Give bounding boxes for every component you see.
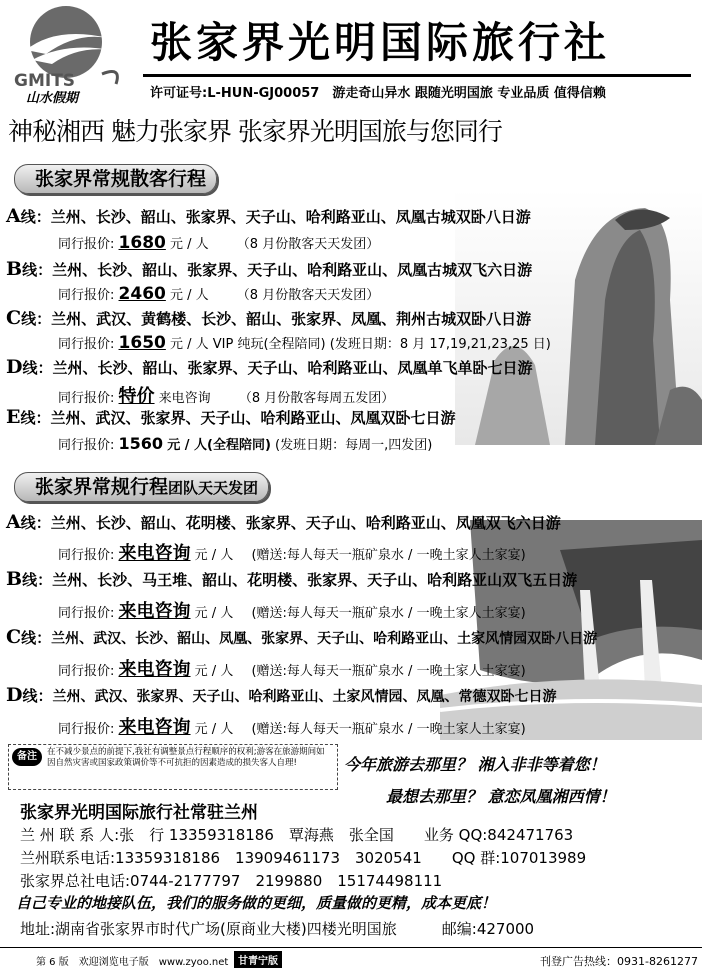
contact-line-2: 兰州联系电话:13359318186 13909461173 3020541 QQ 群:107013989 (20, 849, 587, 867)
note-badge: 备注 (12, 748, 42, 766)
route-text: 兰州、武汉、张家界、天子山、哈利路亚山、凤凰双卧七日游 (50, 409, 456, 427)
price-label: 同行报价: (58, 548, 115, 563)
price-s2-b (58, 597, 526, 623)
route-s1-c (6, 307, 531, 329)
price-unit: 来电咨询 (158, 391, 211, 406)
route-text: 兰州、长沙、马王堆、韶山、花明楼、张家界、天子山、哈利路亚山双飞五日游 (52, 571, 578, 589)
price-unit: 元 / 人 (194, 606, 234, 621)
price-s1-c (58, 333, 551, 353)
price-unit: 元 / 人 (194, 548, 234, 563)
gift-note: (赠送:每人每天一瓶矿泉水 / 一晚土家人土家宴) (251, 548, 526, 563)
route-text: 兰州、长沙、韶山、张家界、天子山、哈利路亚山、凤凰古城双卧八日游 (50, 208, 531, 226)
route-s1-d (6, 356, 533, 378)
price-value: 特价 (118, 386, 155, 407)
price-value: 来电咨询 (118, 601, 191, 622)
price-unit: 元 / 人 (194, 664, 234, 679)
price-note: （8 月份散客天天发团） (236, 237, 380, 252)
price-value: 来电咨询 (118, 659, 191, 680)
gmits-logo (6, 4, 132, 104)
page-title: 张家界光明国际旅行社 (150, 18, 611, 67)
price-value: 来电咨询 (118, 717, 191, 738)
price-s1-a (58, 233, 379, 253)
route-text: 兰州、武汉、长沙、韶山、凤凰、张家界、天子山、哈利路亚山、土家风情园双卧八日游 (51, 631, 598, 647)
gift-note: (赠送:每人每天一瓶矿泉水 / 一晚土家人土家宴) (251, 722, 526, 737)
price-label: 同行报价: (58, 722, 115, 737)
price-label: 同行报价: (58, 664, 115, 679)
footer-ad-hotline: 刊登广告热线：0931-8261277 (540, 955, 698, 968)
footer-edition-badge: 甘青宁版 (234, 951, 282, 968)
price-note: (发班日期：8 月 17,19,21,23,25 日) (329, 337, 551, 352)
route-s2-a (6, 511, 561, 533)
contact-line-1: 兰 州 联 系 人:张 行 13359318186 覃海燕 张全国 业务 QQ:842471763 (20, 826, 574, 844)
route-letter: E (6, 406, 21, 428)
price-s1-d (58, 382, 394, 408)
price-label: 同行报价: (58, 237, 115, 252)
slogan: 神秘湘西 魅力张家界 张家界光明国旅与您同行 (8, 117, 502, 146)
price-note: （8 月份散客每周五发团） (238, 391, 395, 406)
price-unit: 元 / 人(全程陪同) (167, 438, 271, 453)
price-s1-b (58, 284, 379, 304)
price-value: 来电咨询 (118, 543, 191, 564)
section1-banner (14, 164, 217, 194)
route-suffix: 线： (22, 571, 53, 589)
price-unit: 元 / 人 (170, 237, 209, 252)
route-s2-c (6, 626, 597, 648)
note-text: 在不减少景点的前提下,我社有调整景点行程顺序的权利;游客在旅游期间如因自然灾害或国家政策调价等不可抗拒的因素造成的损失客人自理! (47, 747, 325, 768)
route-letter: C (6, 626, 22, 648)
route-letter: B (6, 258, 23, 280)
route-suffix: 线： (22, 261, 53, 279)
route-letter: A (6, 511, 21, 533)
note-box (8, 744, 338, 790)
price-s2-d (58, 713, 526, 739)
gift-note: (赠送:每人每天一瓶矿泉水 / 一晚土家人土家宴) (251, 606, 526, 621)
price-label: 同行报价: (58, 438, 115, 453)
promo-line-2: 最想去那里？ 意恋凤凰湘西情！ (386, 787, 616, 806)
route-suffix: 线： (20, 409, 51, 427)
route-suffix: 线： (21, 629, 52, 647)
motto: 自己专业的地接队伍，我们的服务做的更细，质量做的更精，成本更底！ (16, 894, 497, 912)
route-s1-a (6, 205, 531, 227)
route-suffix: 线： (20, 208, 51, 226)
price-unit: 元 / 人 (194, 722, 234, 737)
contact-line-3: 张家界总社电话:0744-2177797 2199880 15174498111 (20, 872, 443, 890)
route-text: 兰州、武汉、张家界、天子山、哈利路亚山、土家风情园、凤凰、常德双卧七日游 (52, 689, 557, 705)
license-line: 许可证号:L-HUN-GJ00057 游走奇山异水 跟随光明国旅 专业品质 值得信赖 (150, 86, 606, 101)
route-letter: A (6, 205, 21, 227)
gift-note: (赠送:每人每天一瓶矿泉水 / 一晚土家人土家宴) (251, 664, 526, 679)
price-s2-c (58, 655, 526, 681)
route-suffix: 线： (21, 310, 52, 328)
route-suffix: 线： (22, 687, 53, 705)
price-value: 1650 (118, 333, 166, 353)
route-text: 兰州、长沙、韶山、张家界、天子山、哈利路亚山、凤凰古城双飞六日游 (52, 261, 533, 279)
price-value: 1680 (118, 233, 166, 253)
logo-text: GMITS (14, 71, 76, 91)
section2-subtitle: 团队天天发团 (168, 479, 259, 497)
route-letter: B (6, 568, 23, 590)
price-s2-a (58, 539, 526, 565)
section2-title: 张家界常规行程 (35, 476, 169, 498)
price-note: (发班日期：每周一,四发团) (275, 438, 433, 453)
price-value: 1560 (118, 434, 164, 453)
route-letter: D (6, 684, 23, 706)
section1-title: 张家界常规散客行程 (35, 168, 207, 190)
promo-line-1: 今年旅游去那里？ 湘入非非等着您！ (344, 755, 606, 774)
price-unit: 元 / 人 (170, 288, 209, 303)
price-label: 同行报价: (58, 391, 115, 406)
route-letter: D (6, 356, 23, 378)
price-s1-e (58, 434, 432, 453)
price-unit: 元 / 人 VIP 纯玩(全程陪同) (170, 337, 326, 352)
price-note: （8 月份散客天天发团） (236, 288, 380, 303)
route-s2-b (6, 568, 577, 590)
price-label: 同行报价: (58, 606, 115, 621)
route-letter: C (6, 307, 22, 329)
footer-page-info: 第 6 版 欢迎浏览电子版 www.zyoo.net (36, 957, 229, 968)
route-text: 兰州、长沙、韶山、花明楼、张家界、天子山、哈利路亚山、凤凰双飞六日游 (50, 514, 561, 532)
office-title: 张家界光明国际旅行社常驻兰州 (20, 803, 258, 823)
header-divider (143, 74, 691, 77)
route-text: 兰州、长沙、韶山、张家界、天子山、哈利路亚山、凤凰单飞单卧七日游 (52, 359, 533, 377)
section2-banner (14, 472, 269, 502)
price-value: 2460 (118, 284, 166, 304)
address: 地址:湖南省张家界市时代广场(原商业大楼)四楼光明国旅 邮编:427000 (20, 920, 535, 938)
route-suffix: 线： (20, 514, 51, 532)
price-label: 同行报价: (58, 337, 115, 352)
route-s2-d (6, 684, 557, 706)
route-suffix: 线： (22, 359, 53, 377)
price-label: 同行报价: (58, 288, 115, 303)
footer-divider (0, 947, 702, 948)
route-s1-b (6, 258, 532, 280)
route-s1-e (6, 406, 456, 428)
route-text: 兰州、武汉、黄鹤楼、长沙、韶山、张家界、凤凰、荆州古城双卧八日游 (51, 310, 532, 328)
header (0, 0, 702, 108)
logo-subtitle: 山水假期 (26, 91, 79, 104)
